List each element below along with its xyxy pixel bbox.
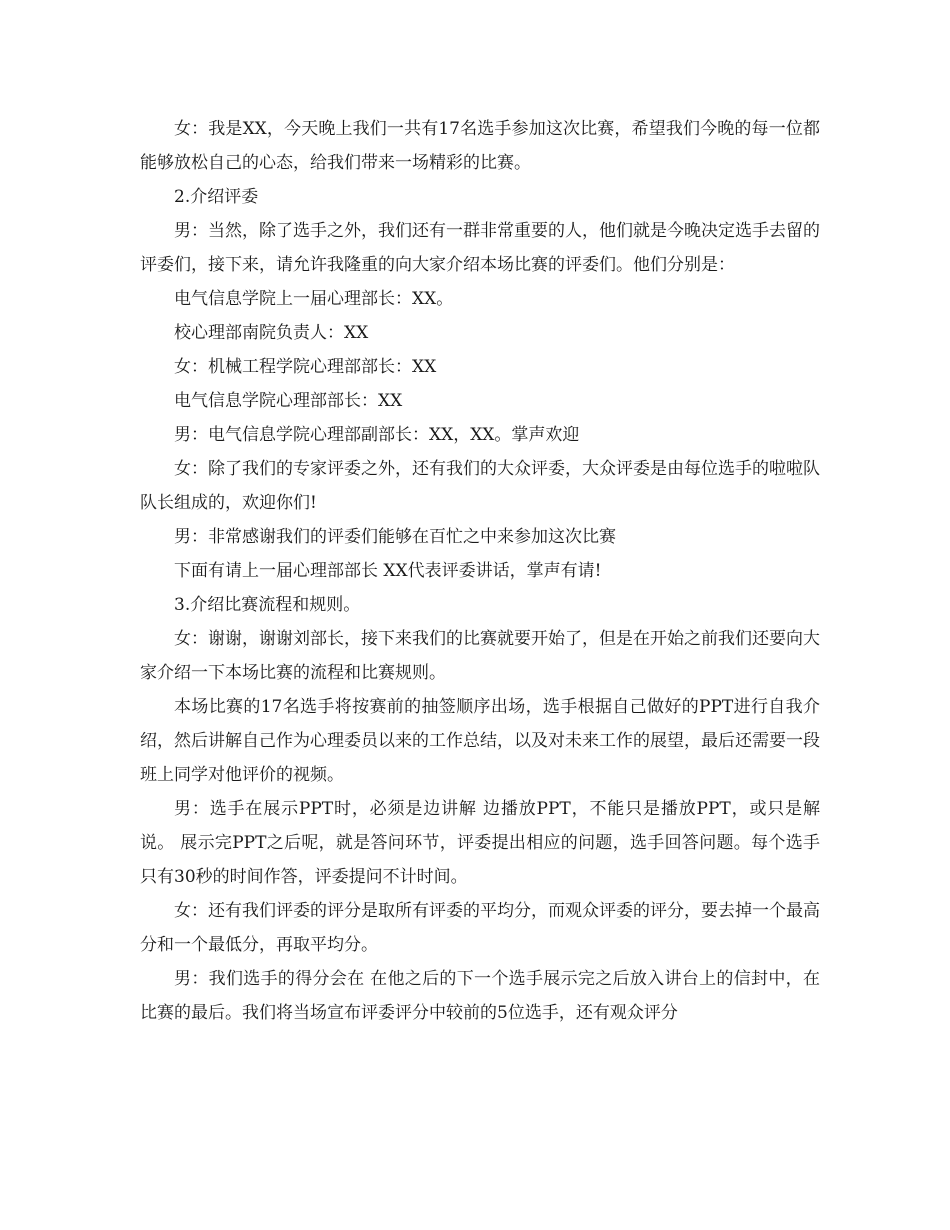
section-heading-judges: 2.介绍评委 [174,187,259,207]
paragraph-scoring: 女：还有我们评委的评分是取所有评委的平均分，而观众评委的评分，要去掉一个最高分和一个最低分，再取平均分。 [140,901,820,955]
judge-line-2: 校心理部南院负责人：XX [174,323,369,343]
paragraph-rules-intro: 女：谢谢，谢谢刘部长，接下来我们的比赛就要开始了，但是在开始之前我们还要向大家介绍一下本场比赛的流程和比赛规则。 [140,629,820,683]
paragraph-intro-contestants: 女：我是XX，今天晚上我们一共有17名选手参加这次比赛，希望我们今晚的每一位都能够放松自己的心态，给我们带来一场精彩的比赛。 [140,119,820,173]
paragraph-ppt-rules: 男：选手在展示PPT时，必须是边讲解 边播放PPT，不能只是播放PPT，或只是解说。 展示完PPT之后呢，就是答问环节，评委提出相应的问题，选手回答问题。每个选手只有30秒的时间作答，评委提问不计时间。 [140,799,820,887]
paragraph-thanks-judges: 男：非常感谢我们的评委们能够在百忙之中来参加这次比赛 [174,527,616,547]
paragraph-competition-order: 本场比赛的17名选手将按赛前的抽签顺序出场，选手根据自己做好的PPT进行自我介绍，然后讲解自己作为心理委员以来的工作总结，以及对未来工作的展望，最后还需要一段班上同学对他评价的视频。 [140,697,820,785]
document-body [140,112,820,1030]
paragraph-public-judges: 女：除了我们的专家评委之外，还有我们的大众评委，大众评委是由每位选手的啦啦队队长组成的，欢迎你们! [140,459,820,513]
paragraph-judge-speech: 下面有请上一届心理部部长 XX代表评委讲话，掌声有请! [174,561,602,581]
judge-line-5: 男：电气信息学院心理部副部长：XX，XX。掌声欢迎 [174,425,580,445]
judge-line-4: 电气信息学院心理部部长：XX [174,391,403,411]
paragraph-judges-intro: 男：当然，除了选手之外，我们还有一群非常重要的人，他们就是今晚决定选手去留的评委们，接下来，请允许我隆重的向大家介绍本场比赛的评委们。他们分别是： [140,221,820,275]
section-heading-rules: 3.介绍比赛流程和规则。 [174,595,361,615]
paragraph-results: 男：我们选手的得分会在 在他之后的下一个选手展示完之后放入讲台上的信封中，在比赛的最后。我们将当场宣布评委评分中较前的5位选手，还有观众评分 [140,969,820,1023]
judge-line-1: 电气信息学院上一届心理部长：XX。 [174,289,454,309]
judge-line-3: 女：机械工程学院心理部部长：XX [174,357,437,377]
